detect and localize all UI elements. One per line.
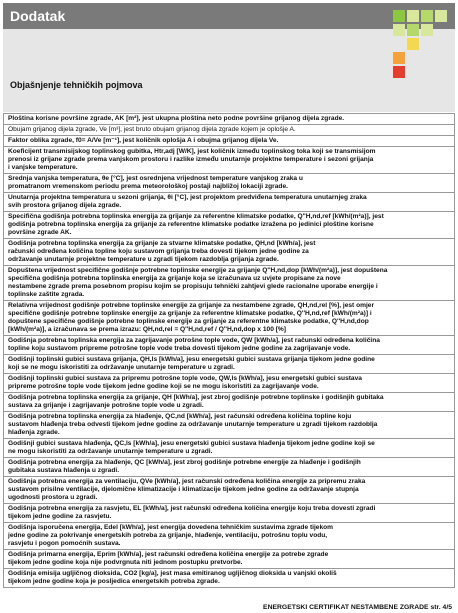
definition-row: Godišnja potrebna energija za rasvjetu, EL [kWh/a], jest računski određena količina energije koju treba dovesti zgradi tijekom jedne godine za rasvjetu. xyxy=(3,504,455,523)
header-bar xyxy=(3,3,455,29)
definition-row: Koeficijent transmisijskog toplinskog gubitka, Htr,adj [W/K], jest količnik između toplinskog toka koji se transmisijom prenosi iz grijane zgrade prema vanjskom prostoru i razlike između unutarnje projektne temperature i sezoni grijanja i vanjske temperature. xyxy=(3,147,455,174)
definition-row: Godišnji gubici sustava hlađenja, QC,ls [kWh/a], jesu energetski gubici sustava hlađenja tijekom jedne godine koji se ne mogu iskoristiti za održavanje unutarnje temperature u zgradi. xyxy=(3,439,455,458)
definition-row: Specifična godišnja potrebna toplinska energija za grijanje za referentne klimatske podatke, Q''H,nd,ref [kWh/(m²a)], jest godišnja potrebna toplinska energija za grijanje za referentne klimatske podatke izražena po jedinici ploštine korisne površine zgrade AK. xyxy=(3,212,455,239)
definition-row: Godišnja isporučena energija, Edel [kWh/a], jest energija dovedena tehničkim sustavima zgrade tijekom jedne godine za pokrivanje energetskih potreba za grijanje, hlađenje, ventilaciju, potrošnu toplu vodu, rasvjetu i pogon pomoćnih sustava. xyxy=(3,523,455,550)
definition-row: Faktor oblika zgrade, f0= A/Ve [m⁻¹], jest količnik oplošja A i obujma grijanog dijela Ve. xyxy=(3,136,455,147)
logo-cell xyxy=(435,10,447,22)
subheader-bar xyxy=(3,29,455,112)
definition-row: Relativna vrijednost godišnje potrebne toplinske energije za grijanje za nestambene zgrade, QH,nd,rel [%], jest omjer specifične godišnje potrebne toplinske energije za grijanje za referentne klimatske podatke, Q''H,nd,ref [kWh/(m²a)] i dopuštene specifične godišnje potrebne toplinske energije za grijanje za referentne klimatske podatke, Q''H,nd,dop [kWh/(m²a)], a izračunava se prema izrazu: QH,nd,rel = Q''H,nd,ref / Q''H,nd,dop x 100 [%] xyxy=(3,301,455,336)
logo-cell xyxy=(407,38,419,50)
certificate-logo xyxy=(393,10,449,78)
definition-row: Godišnja potrebna toplinska energija za hlađenje, QC,nd [kWh/a], jest računski određena količina topline koju sustavom hlađenja treba odvesti tijekom jedne godine za održavanje unutarnje temperature u zgradi tijekom razdoblja hlađenja zgrade. xyxy=(3,412,455,439)
definition-row: Godišnja potrebna toplinska energija za grijanje za stvarne klimatske podatke, QH,nd [kWh/a], jest računski određena količina topline koju sustavom grijanja treba dovesti tijekom jedne godine za održavanje unutarnje projektne temperature u zgradi tijekom razdoblja grijanja zgrade. xyxy=(3,239,455,266)
definitions-table xyxy=(3,113,455,588)
logo-cell xyxy=(407,10,419,22)
definition-row: Obujam grijanog dijela zgrade, Ve [m³], jest bruto obujam grijanog dijela zgrade kojem je oplošje A. xyxy=(3,125,455,136)
definition-row: Godišnja emisija ugljičnog dioksida, CO2 [kg/a], jest masa emitiranog ugljičnog dioksida u vanjski okoliš tijekom jedne godine koja je posljedica energetskih potreba zgrade. xyxy=(3,569,455,588)
definition-row: Ploština korisne površine zgrade, AK [m²], jest ukupna ploština neto podne površine grijanog dijela zgrade. xyxy=(3,113,455,125)
definition-row: Godišnja potrebna energija za ventilaciju, QVe [kWh/a], jest računski određena količina energije za pripremu zraka sustavom prisilne ventilacije, djelomične klimatizacije i klimatizacije tijekom jedne godine za održavanje stupnja ugodnosti prostora u zgradi. xyxy=(3,477,455,504)
logo-cell xyxy=(393,52,405,64)
definition-row: Srednja vanjska temperatura, θe [°C], jest osrednjena vrijednost temperature vanjskog zraka u promatranom vremenskom periodu prema meteorološkoj postaji najbližoj lokaciji zgrade. xyxy=(3,174,455,193)
definition-row: Godišnja potrebna toplinska energija za grijanje, QH [kWh/a], jest zbroj godišnje potrebne toplinske i godišnjih gubitaka sustava za grijanje i zagrijavanje potrošne tople vode u zgradi. xyxy=(3,393,455,412)
logo-cell xyxy=(421,10,433,22)
logo-cell xyxy=(407,24,419,36)
page-title: Dodatak xyxy=(10,8,66,24)
logo-cell xyxy=(393,66,405,78)
logo-cell xyxy=(393,10,405,22)
definition-row: Godišnji toplinski gubici sustava grijanja, QH,ls [kWh/a], jesu energetski gubici sustava grijanja tijekom jedne godine koji se ne mogu iskoristiti za održavanje unutarnje temperature u zgradi. xyxy=(3,355,455,374)
section-title: Objašnjenje tehničkih pojmova xyxy=(10,80,143,90)
definition-row: Godišnja potrebna toplinska energija za zagrijavanje potrošne tople vode, QW [kWh/a], jest računski određena količina topline koju sustavom pripreme potrošne tople vode treba dovesti tijekom jedne godine za zagrijavanje vode. xyxy=(3,336,455,355)
definition-row: Godišnja primarna energija, Eprim [kWh/a], jest računski određena količina energije za potrebe zgrade tijekom jedne godine koja nije podvrgnuta niti jednom postupku pretvorbe. xyxy=(3,550,455,569)
definition-row: Godišnja potrebna energija za hlađenje, QC [kWh/a], jest zbroj godišnje potrebne energije za hlađenje i godišnjih gubitaka sustava hlađenja u zgradi. xyxy=(3,458,455,477)
definition-row: Unutarnja projektna temperatura u sezoni grijanja, θi [°C], jest projektom predviđena temperatura unutarnjeg zraka svih prostora grijanog dijela zgrade. xyxy=(3,193,455,212)
logo-cell xyxy=(421,24,433,36)
definition-row: Godišnji toplinski gubici sustava za pripremu potrošne tople vode, QW,ls [kWh/a], jesu energetski gubici sustava pripreme potrošne tople vode tijekom jedne godine koji se ne mogu iskoristiti za zagrijavanje vode. xyxy=(3,374,455,393)
page-footer: ENERGETSKI CERTIFIKAT NESTAMBENE ZGRADE str. 4/5 xyxy=(263,604,452,611)
definition-row: Dopuštena vrijednost specifične godišnje potrebne toplinske energije za grijanje Q''H,nd,dop [kWh/(m²a)], jest dopuštena specifična godišnja potrebna toplinska energija za grijanje koja se izračunava uz uvjete propisane za nove nestambene zgrade prema posebnom propisu kojim se propisuju tehnički zahtjevi glede racionalne uporabe energije i toplinske zaštite zgrada. xyxy=(3,266,455,301)
logo-cell xyxy=(393,24,405,36)
